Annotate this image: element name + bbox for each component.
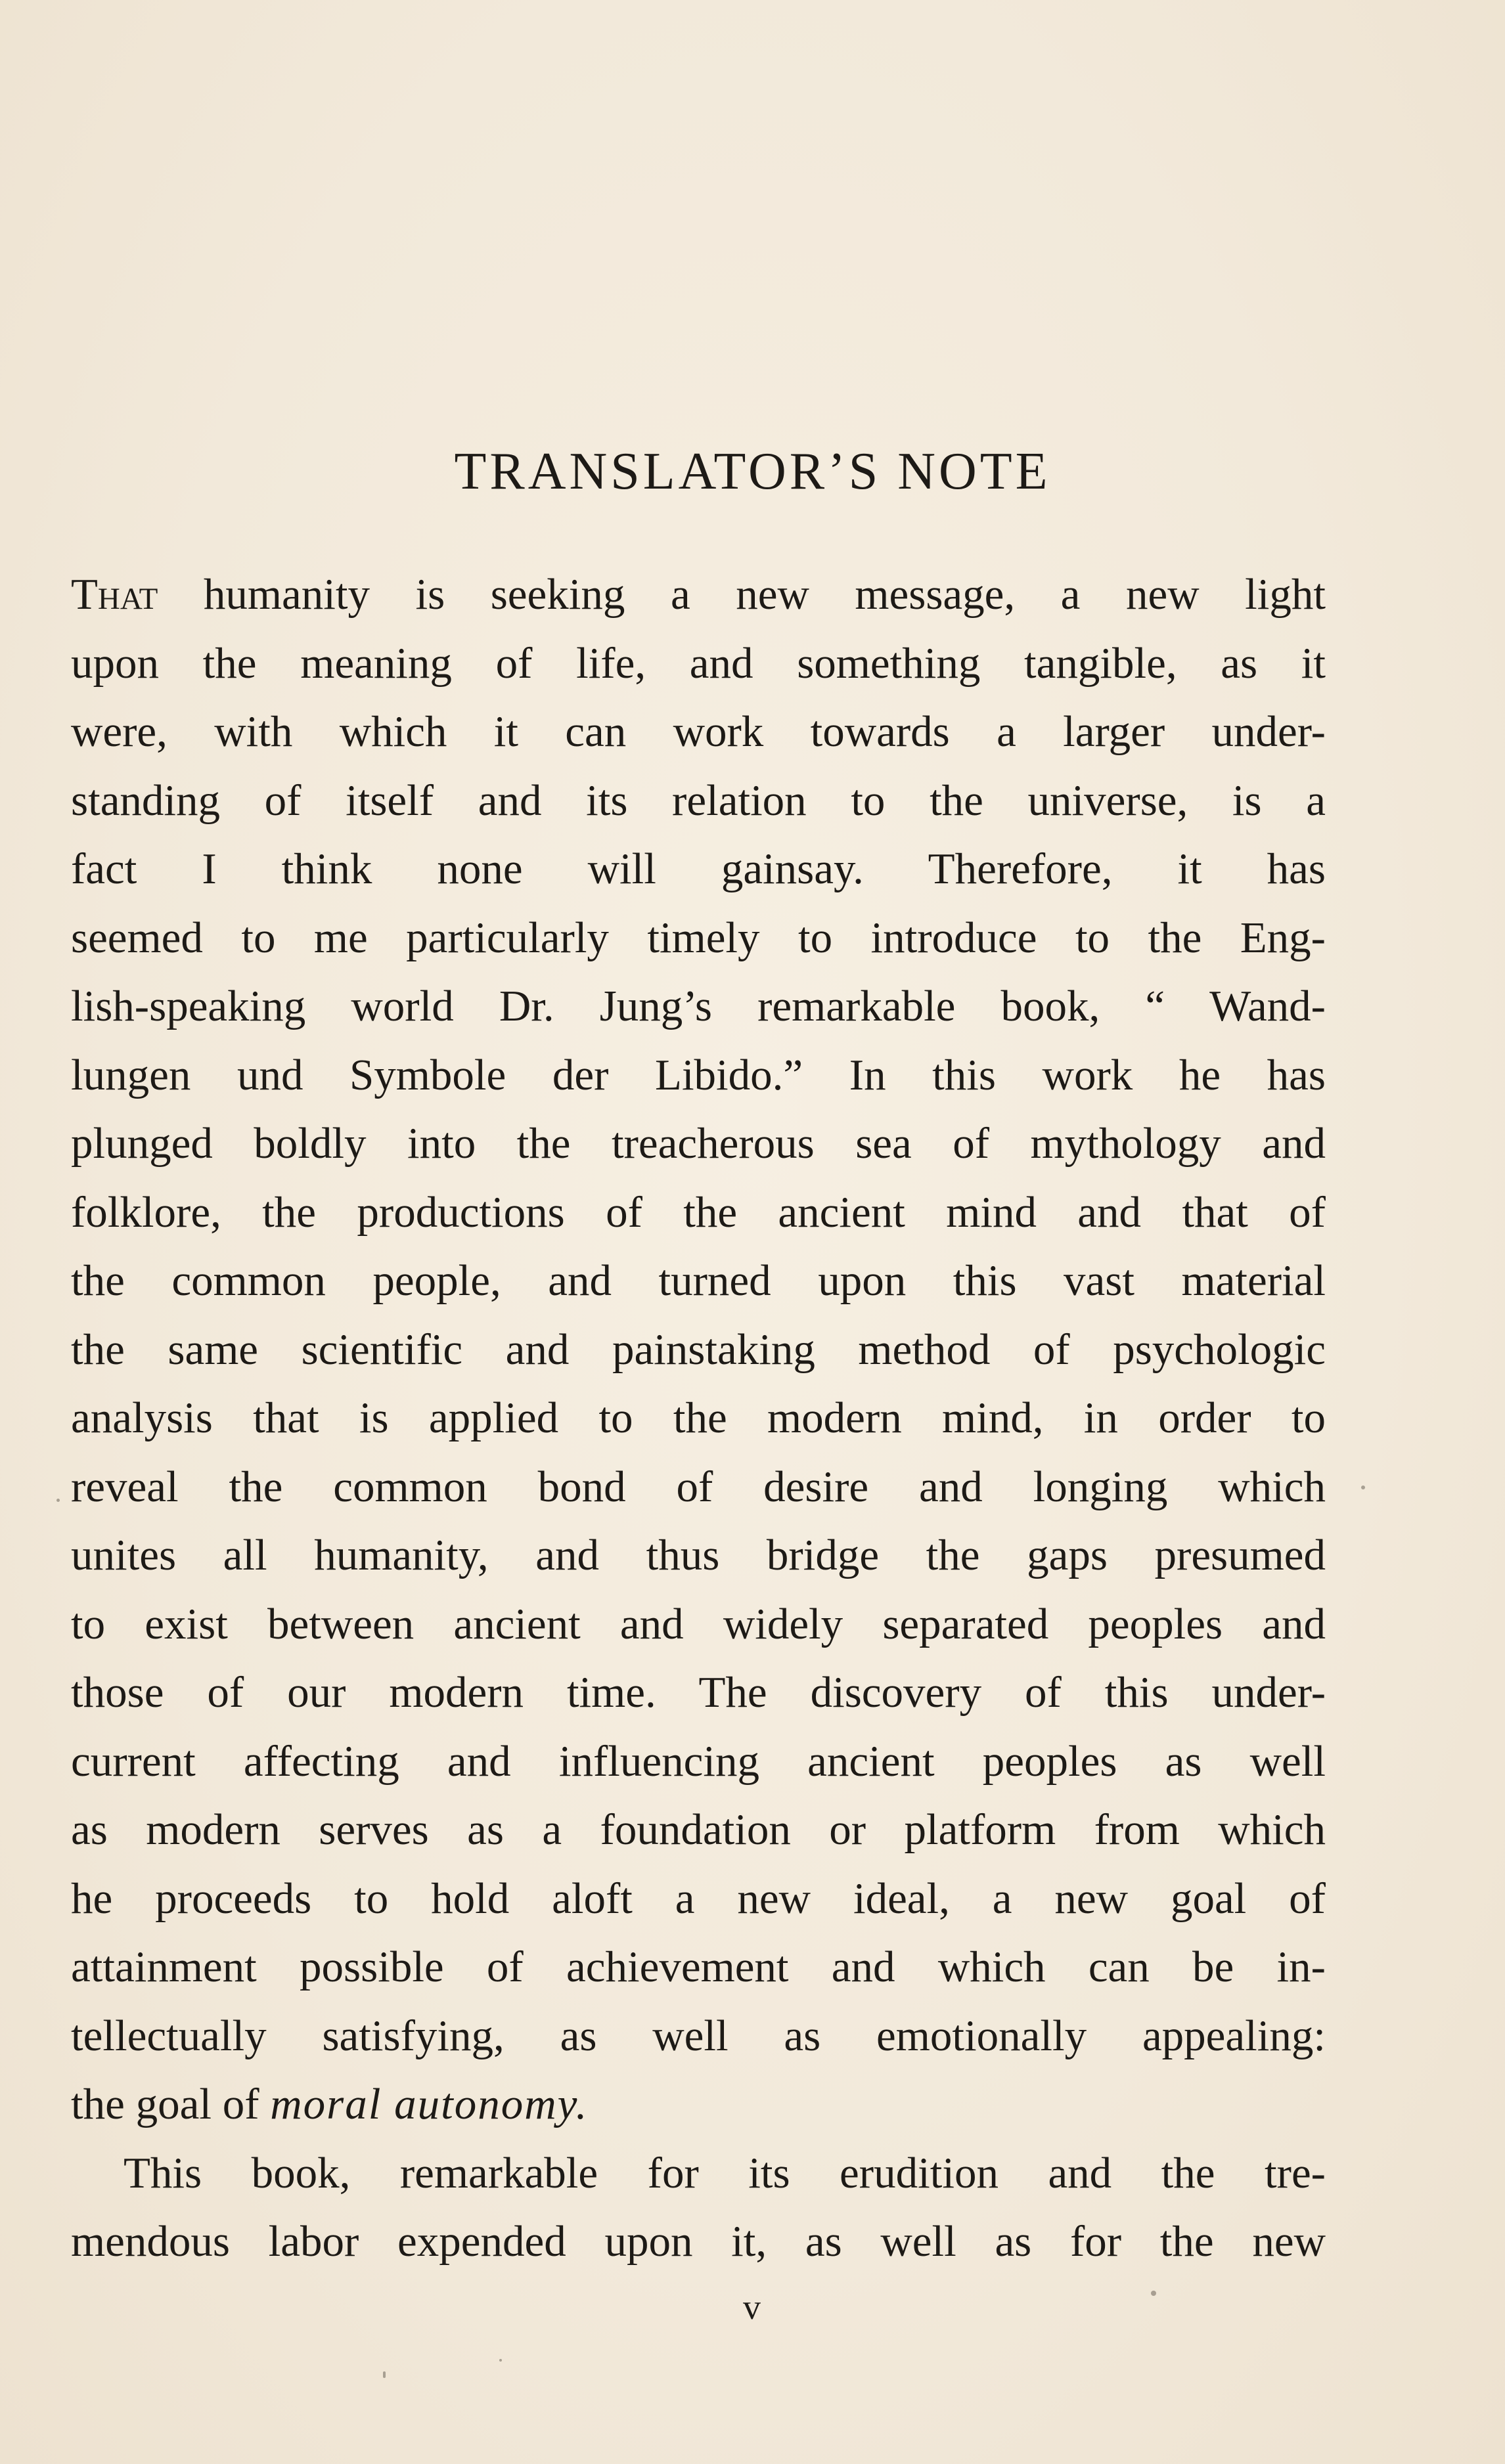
text-line [71, 2070, 1326, 2139]
text-line: current affecting and influencing ancient peoples as well [71, 1736, 1326, 1786]
text-line: to exist between ancient and widely separated peoples and [71, 1599, 1326, 1648]
text-line: analysis that is applied to the modern mind, in order to [71, 1394, 1326, 1442]
paper-speck [499, 2359, 502, 2362]
text-line: unites all humanity, and thus bridge the gaps presumed [71, 1531, 1326, 1579]
paper-speck [1361, 1485, 1365, 1489]
text-line: reveal the common bond of desire and longing which [71, 1462, 1326, 1511]
text-line [71, 560, 1326, 629]
text-line: the common people, and turned upon this vast material [71, 1256, 1326, 1305]
text-line: attainment possible of achievement and which can be in- [71, 1943, 1326, 1991]
text-line: fact I think none will gainsay. Therefore, it has [71, 845, 1326, 893]
paper-speck [383, 2371, 386, 2378]
text-line: upon the meaning of life, and something tangible, as it [71, 638, 1326, 688]
text-line: lish-speaking world Dr. Jung’s remarkable book, “ Wand- [71, 982, 1326, 1030]
text-line: those of our modern time. The discovery of this under- [71, 1668, 1326, 1717]
text-line: standing of itself and its relation to the universe, is a [71, 776, 1326, 825]
paper-speck [1151, 2291, 1156, 2296]
text-line-rest: humanity is seeking a new message, a new light [158, 570, 1326, 619]
page-title: TRANSLATOR’S NOTE [454, 443, 1051, 500]
text-line: tellectually satisfying, as well as emotionally appealing: [71, 2011, 1326, 2060]
text-line: the same scientific and painstaking method of psychologic [71, 1325, 1326, 1374]
text-line: folklore, the productions of the ancient mind and that of [71, 1187, 1326, 1237]
text-line: were, with which it can work towards a larger under- [71, 707, 1326, 756]
text-line-start: the goal of [71, 2080, 271, 2128]
text-line: he proceeds to hold aloft a new ideal, a new goal of [71, 1874, 1326, 1923]
lead-word: That [71, 570, 158, 619]
italic-phrase: moral autonomy. [270, 2080, 589, 2128]
text-line: as modern serves as a foundation or platform from which [71, 1805, 1326, 1854]
text-line: mendous labor expended upon it, as well as for the new [71, 2217, 1326, 2266]
text-line: This book, remarkable for its erudition and the tre- [124, 2148, 1326, 2197]
page-number: v [743, 2287, 762, 2327]
text-line: plunged boldly into the treacherous sea of mythology and [71, 1119, 1326, 1168]
text-line: seemed to me particularly timely to introduce to the Eng- [71, 913, 1326, 962]
text-line: lungen und Symbole der Libido.” In this work he has [71, 1050, 1326, 1099]
body-text [71, 560, 1326, 2276]
paper-speck [56, 1499, 60, 1502]
